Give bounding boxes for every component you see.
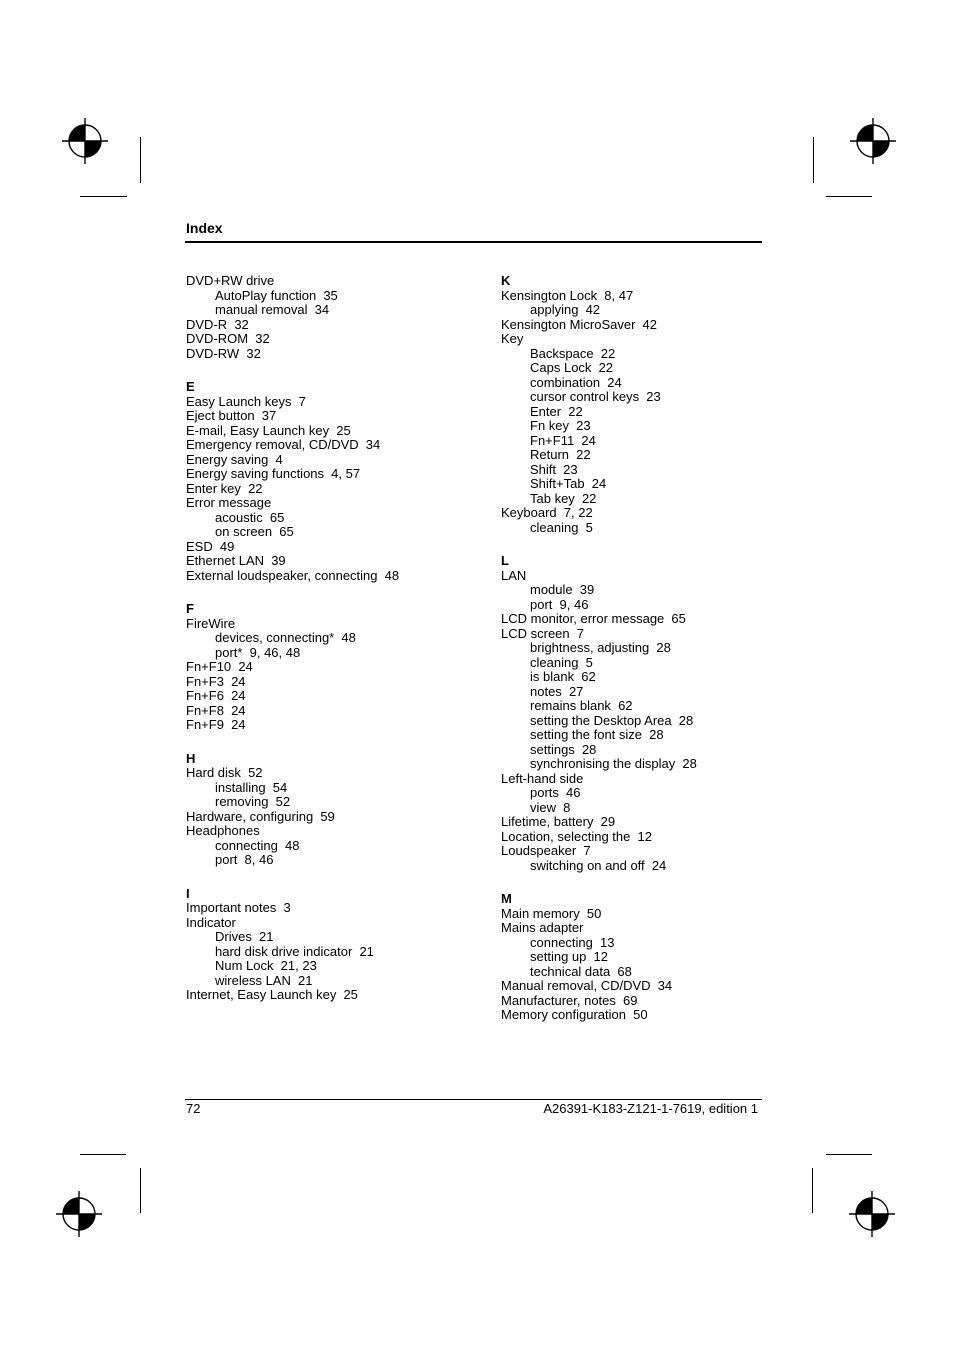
index-term: Fn+F10 [186,659,232,674]
index-term: Fn+F11 [530,432,575,448]
index-subentry [186,525,486,540]
index-page-ref: 24 [231,688,246,703]
index-term: Fn+F8 [186,702,224,718]
index-subentry [501,743,801,758]
index-term: settings [530,741,575,757]
index-subentry [501,477,801,492]
index-term: notes [530,683,562,699]
index-term: Enter key [186,480,241,496]
index-entry [186,496,486,511]
index-term: Caps Lock [530,360,592,375]
index-page-ref: 22 [576,447,591,462]
index-term: removing [215,794,269,809]
index-entry [501,815,801,830]
index-term: DVD+RW drive [186,273,275,288]
index-term: setting the Desktop Area [530,712,672,728]
index-page-ref: 28 [682,756,697,771]
crop-line [826,1154,872,1155]
registration-mark-icon [62,118,108,164]
index-subentry [501,936,801,951]
index-term: LAN [501,567,527,583]
index-subentry [501,419,801,434]
index-page-ref: 21 [258,929,274,944]
index-entry [501,612,801,627]
index-term: Location, selecting the [501,828,631,844]
index-entry [186,704,486,719]
index-entry [186,824,486,839]
index-term: hard disk drive indicator [215,943,353,959]
index-page-ref: 23 [646,389,661,404]
index-term: External loudspeaker, connecting [186,567,378,583]
index-term: Error message [186,495,272,510]
index-entry [186,424,486,439]
index-term: Kensington Lock [501,287,598,303]
index-term: Indicator [186,914,236,930]
index-page-ref: 49 [219,538,235,554]
index-entry [186,718,486,733]
header-rule [185,241,762,243]
index-page-ref: 22 [581,490,597,506]
index-entry [186,453,486,468]
index-entry [501,907,801,922]
index-page-ref: 34 [314,302,330,317]
index-term: Shift+Tab [530,476,585,491]
index-term: manual removal [215,302,308,317]
index-page-ref: 9, 46 [559,596,589,612]
index-entry [186,675,486,690]
index-page-ref: 8 [563,799,571,815]
index-term: port [215,852,238,867]
index-term: Drives [215,929,252,944]
index-page-ref: 7 [298,393,306,409]
index-term: DVD-ROM [186,331,249,346]
index-subentry [186,959,486,974]
index-entry [186,810,486,825]
index-term: Backspace [530,345,594,361]
index-term: Fn+F9 [186,717,224,732]
index-page-ref: 25 [336,422,351,438]
index-subentry [186,853,486,868]
index-entry [186,467,486,482]
index-entry [186,554,486,569]
index-term: module [530,582,573,597]
index-term: port [530,596,553,612]
registration-mark-icon [850,118,896,164]
index-entry [186,660,486,675]
index-term: setting up [530,949,587,964]
index-term: Manual removal, CD/DVD [501,978,651,993]
index-term: wireless LAN [215,972,291,988]
index-subentry [501,361,801,376]
index-term: cleaning [530,519,579,535]
index-term: Memory configuration [501,1007,626,1022]
index-subentry [501,405,801,420]
index-term: Fn+F3 [186,673,224,689]
index-page-ref: 65 [671,611,686,626]
index-term: Hardware, configuring [186,808,314,824]
index-term: Key [501,331,524,346]
index-entry [501,994,801,1009]
index-entry [186,438,486,453]
index-term: combination [530,374,601,390]
index-entry [186,540,486,555]
index-page-ref: 62 [581,669,596,684]
index-page-ref: 69 [623,992,638,1008]
index-entry [186,689,486,704]
index-subentry [186,289,486,304]
index-subentry [186,930,486,945]
index-term: installing [215,779,266,795]
index-subentry [501,950,801,965]
crop-line [80,1154,126,1155]
index-entry [186,482,486,497]
registration-mark-icon [56,1191,102,1237]
index-subentry [501,641,801,656]
index-page-ref: 3 [283,900,291,915]
index-page-ref: 24 [231,702,246,718]
index-page-ref: 8, 46 [244,852,274,867]
index-term: Keyboard [501,505,557,520]
index-subentry [501,965,801,980]
index-subentry [186,974,486,989]
index-subentry [186,631,486,646]
index-term: connecting [215,837,278,853]
index-subentry [501,463,801,478]
index-term: Return [530,447,570,462]
index-page-ref: 12 [637,828,652,844]
index-letter-heading: E [186,379,195,394]
index-entry [501,772,801,787]
index-page-ref: 34 [365,437,381,452]
index-subentry [501,434,801,449]
index-term: DVD-RW [186,345,240,361]
index-subentry [501,492,801,507]
document-id: A26391-K183-Z121-1-7619, edition 1 [543,1101,758,1116]
index-page-ref: 39 [271,553,286,568]
index-page-ref: 62 [618,698,633,713]
index-subentry [186,795,486,810]
index-page-ref: 13 [600,934,615,950]
index-page-ref: 42 [642,316,658,332]
index-entry [186,569,486,584]
index-subentry [501,859,801,874]
index-page-ref: 23 [563,461,578,477]
index-entry [501,506,801,521]
index-entry [501,1008,801,1023]
index-term: DVD-R [186,316,228,332]
index-subentry [501,376,801,391]
index-entry [501,627,801,642]
index-subentry [501,685,801,700]
index-subentry [501,714,801,729]
index-subentry [501,347,801,362]
index-column-right [501,274,801,1023]
index-subentry [186,945,486,960]
index-page-ref: 46 [566,785,581,800]
index-entry [186,916,486,931]
index-term: acoustic [215,509,263,525]
index-subentry [501,448,801,463]
index-page-ref: 42 [585,302,601,317]
index-subentry [501,757,801,772]
index-term: Kensington MicroSaver [501,316,636,332]
index-page-ref: 21 [298,972,313,988]
index-term: Easy Launch keys [186,393,292,409]
index-subentry [186,781,486,796]
index-page-ref: 24 [238,659,253,674]
registration-mark-icon [849,1191,895,1237]
index-term: Fn key [530,418,570,433]
index-term: devices, connecting* [215,630,335,645]
index-term: technical data [530,963,611,979]
index-subentry [501,583,801,598]
index-term: LCD screen [501,625,570,641]
index-subentry [501,801,801,816]
index-subentry [501,699,801,714]
index-entry [186,901,486,916]
crop-line [812,1168,813,1213]
index-page-ref: 52 [248,765,263,780]
index-term: Mains adapter [501,920,584,935]
index-page-ref: 12 [593,949,608,964]
index-subentry [501,521,801,536]
index-term: switching on and off [530,857,645,873]
index-page-ref: 7 [576,625,585,641]
index-subentry [501,656,801,671]
index-page-ref: 22 [568,403,583,419]
index-term: AutoPlay function [215,287,317,303]
index-page-ref: 22 [248,480,263,496]
index-page-ref: 48 [341,630,356,645]
index-term: ports [530,785,559,800]
index-term: ESD [186,538,213,554]
index-term: is blank [530,669,575,684]
index-page-ref: 35 [323,287,338,303]
index-page-ref: 24 [607,374,622,390]
index-page-ref: 5 [585,654,593,670]
index-term: applying [530,302,579,317]
index-page-ref: 24 [651,857,667,873]
index-page-ref: 5 [585,519,593,535]
index-term: cursor control keys [530,389,640,404]
index-term: brightness, adjusting [530,640,650,655]
index-page-ref: 32 [246,345,261,361]
index-page-ref: 48 [285,837,300,853]
index-letter-heading: F [186,601,194,616]
index-page-ref: 7 [583,843,591,858]
index-term: Hard disk [186,765,241,780]
crop-line [140,1168,141,1213]
index-term: Manufacturer, notes [501,992,616,1008]
index-page-ref: 21, 23 [280,958,317,973]
crop-line [813,137,814,183]
index-letter-heading: I [186,885,190,901]
index-term: Num Lock [215,958,274,973]
index-term: cleaning [530,654,579,670]
index-subentry [186,303,486,318]
index-page-ref: 25 [343,987,358,1002]
index-term: Energy saving [186,451,269,467]
index-term: Loudspeaker [501,843,577,858]
page-number: 72 [186,1101,201,1116]
crop-line [826,196,872,197]
index-page-ref: 24 [231,717,246,732]
index-page-ref: 50 [586,905,602,921]
index-term: Internet, Easy Launch key [186,987,337,1002]
index-page-ref: 22 [598,360,614,375]
index-entry [501,318,801,333]
crop-line [140,137,141,183]
crop-line [80,196,127,197]
index-term: FireWire [186,615,236,631]
index-entry [501,979,801,994]
index-page-ref: 50 [633,1007,648,1022]
index-page-ref: 52 [275,794,291,809]
index-page-ref: 23 [576,418,591,433]
index-subentry [501,786,801,801]
index-term: Important notes [186,900,277,915]
index-page-ref: 37 [261,408,277,423]
index-entry [186,988,486,1003]
index-page-ref: 9, 46, 48 [249,644,301,660]
index-term: Enter [530,403,562,419]
index-page-ref: 24 [581,432,596,448]
index-term: on screen [215,524,273,539]
index-page-ref: 8, 47 [604,287,634,303]
index-term: LCD monitor, error message [501,611,665,626]
index-subentry [501,303,801,318]
index-page-ref: 27 [568,683,584,699]
index-page-ref: 4 [275,451,283,467]
index-term: Shift [530,461,557,477]
index-term: Main memory [501,905,580,921]
index-page-ref: 28 [656,640,671,655]
index-page-ref: 24 [231,673,246,689]
page-header-title: Index [186,220,223,236]
index-term: Fn+F6 [186,688,224,703]
index-entry [501,921,801,936]
index-page-ref: 34 [657,978,673,993]
index-term: connecting [530,934,593,950]
index-letter-heading: K [501,273,511,288]
index-subentry [501,390,801,405]
index-letter-heading: H [186,750,196,766]
index-letter-heading: L [501,553,509,568]
index-entry [186,409,486,424]
index-entry [186,318,486,333]
index-term: Ethernet LAN [186,553,265,568]
index-entry [186,274,486,289]
index-term: setting the font size [530,727,643,742]
index-term: remains blank [530,698,611,713]
index-term: Tab key [530,490,575,506]
index-entry [501,830,801,845]
index-page-ref: 65 [269,509,285,525]
index-term: port* [215,644,243,660]
index-page-ref: 28 [581,741,597,757]
index-page-ref: 32 [255,331,270,346]
index-entry [501,289,801,304]
index-subentry [501,728,801,743]
index-subentry [186,511,486,526]
index-entry [501,844,801,859]
index-term: Lifetime, battery [501,814,594,829]
index-entry [501,569,801,584]
index-term: Eject button [186,408,255,423]
index-page-ref: 65 [279,524,294,539]
index-entry [186,395,486,410]
index-entry [501,332,801,347]
index-page-ref: 7, 22 [563,505,593,520]
index-page-ref: 59 [320,808,335,824]
index-term: view [530,799,557,815]
index-page-ref: 28 [678,712,694,728]
index-column-left [186,274,486,1003]
index-subentry [501,670,801,685]
index-page-ref: 29 [600,814,616,829]
index-term: Energy saving functions [186,466,325,481]
index-subentry [186,646,486,661]
index-page-ref: 39 [579,582,595,597]
index-page-ref: 21 [359,943,374,959]
index-term: Emergency removal, CD/DVD [186,437,359,452]
index-letter-heading: M [501,891,512,906]
index-entry [186,766,486,781]
index-term: synchronising the display [530,756,676,771]
index-page-ref: 32 [234,316,249,332]
index-subentry [186,839,486,854]
index-page-ref: 68 [617,963,632,979]
index-term: Headphones [186,823,260,838]
index-page-ref: 54 [272,779,288,795]
index-entry [186,347,486,362]
index-subentry [501,598,801,613]
index-page-ref: 22 [600,345,616,361]
index-page-ref: 48 [384,567,400,583]
index-entry [186,332,486,347]
index-page-ref: 24 [591,476,607,491]
index-page-ref: 28 [649,727,664,742]
index-term: Left-hand side [501,770,584,786]
index-term: E-mail, Easy Launch key [186,422,330,438]
index-page-ref: 4, 57 [331,466,361,481]
index-entry [186,617,486,632]
